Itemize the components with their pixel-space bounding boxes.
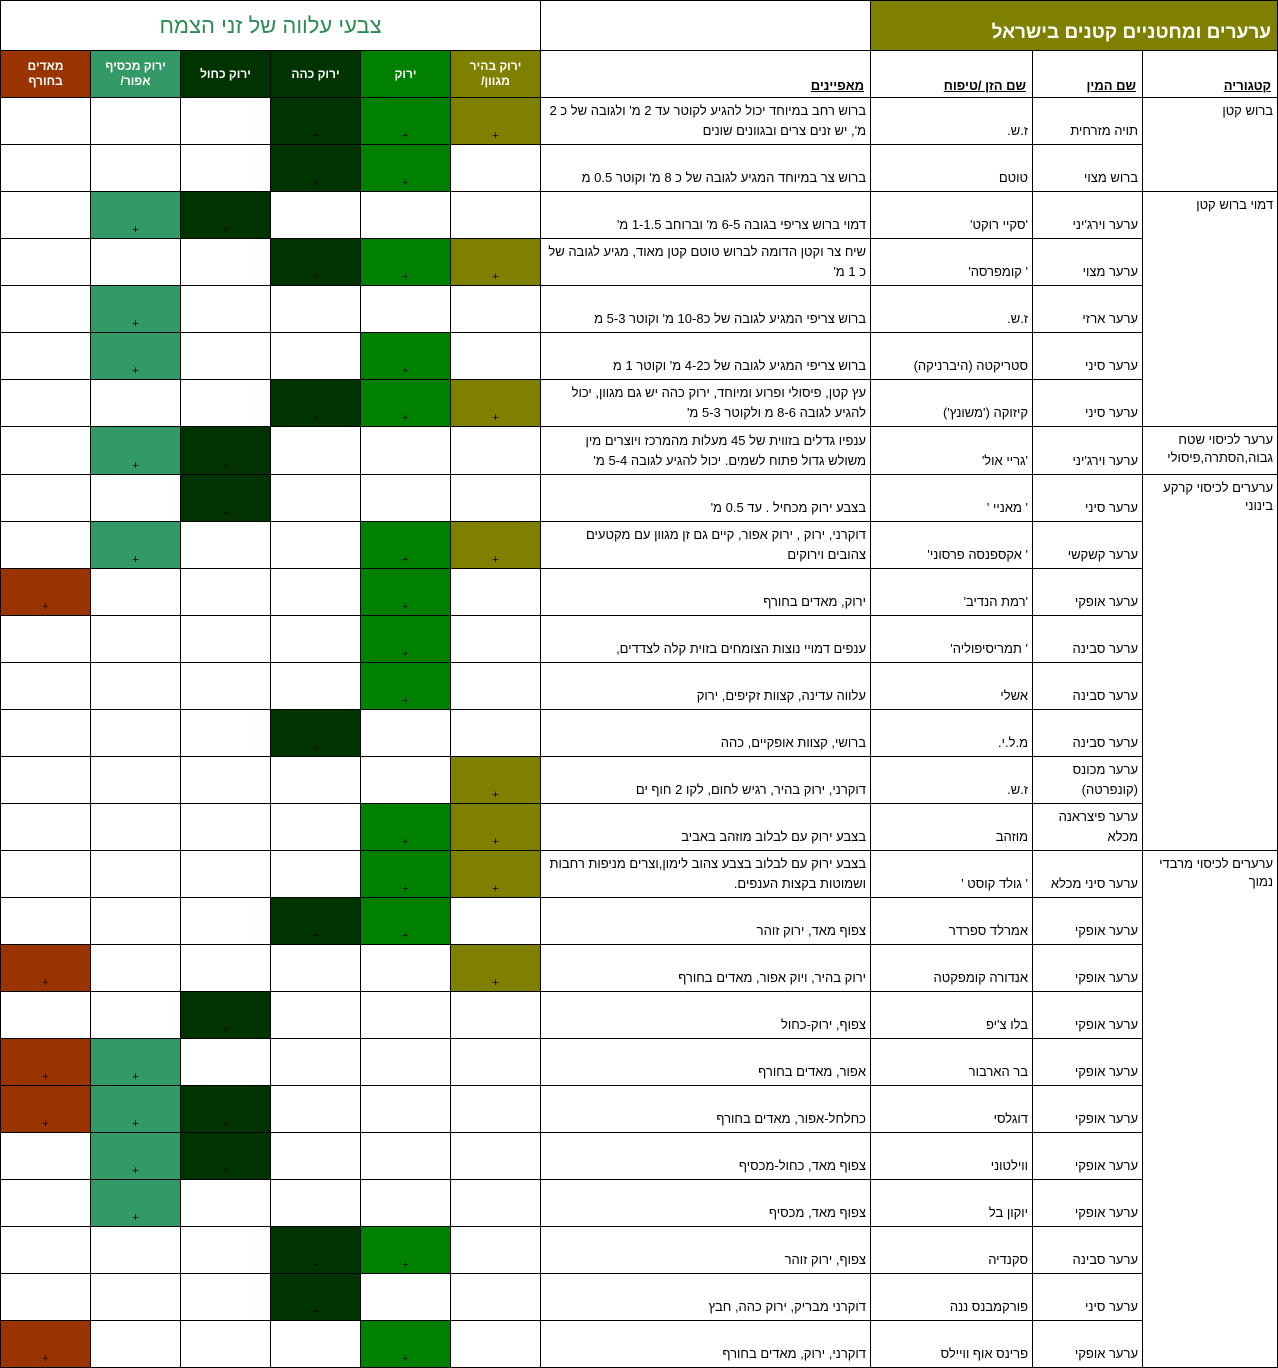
empty-mark-cell xyxy=(451,145,541,192)
empty-mark-cell xyxy=(181,98,271,145)
mark-light: + xyxy=(451,239,541,286)
header-category: קטגוריה xyxy=(1143,51,1278,98)
empty-mark-cell xyxy=(181,522,271,569)
empty-mark-cell xyxy=(91,616,181,663)
features-cell: ברושי, קצוות אופקיים, כהה xyxy=(541,710,871,757)
species-cell: ערער ארזי xyxy=(1033,286,1143,333)
features-cell: אפור, מאדים בחורף xyxy=(541,1039,871,1086)
empty-mark-cell xyxy=(1,1133,91,1180)
table-row xyxy=(1,1180,1278,1227)
empty-mark-cell xyxy=(91,239,181,286)
species-cell: ערער אופקי xyxy=(1033,1180,1143,1227)
features-cell: ברוש רחב במיוחד יכול להגיע לקוטר עד 2 מ' ולגובה של כ 2 מ', יש זנים צרים ובגוונים שונים xyxy=(541,98,871,145)
empty-mark-cell xyxy=(181,286,271,333)
empty-mark-cell xyxy=(361,1086,451,1133)
empty-mark-cell xyxy=(91,98,181,145)
empty-mark-cell xyxy=(361,710,451,757)
header-color-label: ירוק כחול xyxy=(200,66,251,81)
empty-mark-cell xyxy=(451,192,541,239)
empty-mark-cell xyxy=(451,1274,541,1321)
header-color-light xyxy=(451,51,541,98)
empty-mark-cell xyxy=(451,333,541,380)
empty-mark-cell xyxy=(361,945,451,992)
mark-red: + xyxy=(1,945,91,992)
empty-mark-cell xyxy=(91,1227,181,1274)
table-row xyxy=(1,192,1278,239)
mark-light: + xyxy=(451,945,541,992)
empty-mark-cell xyxy=(1,1274,91,1321)
empty-mark-cell xyxy=(271,616,361,663)
empty-mark-cell xyxy=(451,1321,541,1368)
mark-green: + xyxy=(361,1227,451,1274)
cultivar-cell: אשלי xyxy=(871,663,1033,710)
table-row xyxy=(1,616,1278,663)
empty-mark-cell xyxy=(1,239,91,286)
features-cell: עלווה עדינה, קצוות זקיפים, ירוק xyxy=(541,663,871,710)
empty-mark-cell xyxy=(271,757,361,804)
mark-light: + xyxy=(451,522,541,569)
species-cell: ערער אופקי xyxy=(1033,945,1143,992)
empty-mark-cell xyxy=(181,1039,271,1086)
cultivar-cell: 'סקיי רוקט' xyxy=(871,192,1033,239)
cultivar-cell: אמרלד ספרדר xyxy=(871,898,1033,945)
mark-silver: + xyxy=(91,333,181,380)
empty-mark-cell xyxy=(1,427,91,475)
header-color-green xyxy=(361,51,451,98)
empty-mark-cell xyxy=(361,1133,451,1180)
header-color-label: ירוק בהיר xyxy=(469,59,522,73)
empty-mark-cell xyxy=(361,427,451,475)
features-cell: דוקרני, ירוק , ירוק אפור, קיים גם זן מגוון עם מקטעים צהובים וירוקים xyxy=(541,522,871,569)
species-cell: ערער אופקי xyxy=(1033,992,1143,1039)
cultivar-cell: ווילטוני xyxy=(871,1133,1033,1180)
cultivar-cell: ' אקספנסה פרסוני' xyxy=(871,522,1033,569)
empty-mark-cell xyxy=(271,851,361,898)
cultivar-cell: ז.ש. xyxy=(871,757,1033,804)
table-row xyxy=(1,992,1278,1039)
empty-mark-cell xyxy=(451,992,541,1039)
empty-mark-cell xyxy=(271,522,361,569)
cultivar-cell: ז.ש. xyxy=(871,286,1033,333)
mark-green: + xyxy=(361,1321,451,1368)
table-row xyxy=(1,663,1278,710)
empty-mark-cell xyxy=(271,1321,361,1368)
empty-mark-cell xyxy=(451,663,541,710)
category-cell: דמוי ברוש קטן xyxy=(1143,192,1278,427)
features-cell: ירוק, מאדים בחורף xyxy=(541,569,871,616)
features-cell: צפוף מאד, ירוק זוהר xyxy=(541,898,871,945)
species-cell: ערער אופקי xyxy=(1033,1086,1143,1133)
empty-mark-cell xyxy=(361,192,451,239)
empty-mark-cell xyxy=(181,710,271,757)
empty-mark-cell xyxy=(181,898,271,945)
table-row xyxy=(1,898,1278,945)
empty-mark-cell xyxy=(1,616,91,663)
mark-blue: + xyxy=(181,1133,271,1180)
table-row xyxy=(1,757,1278,804)
mark-silver: + xyxy=(91,1133,181,1180)
mark-green: + xyxy=(361,522,451,569)
table-row xyxy=(1,1086,1278,1133)
empty-mark-cell xyxy=(451,710,541,757)
empty-mark-cell xyxy=(91,1321,181,1368)
table-row xyxy=(1,333,1278,380)
empty-mark-cell xyxy=(181,569,271,616)
table-row xyxy=(1,98,1278,145)
cultivar-cell: ' גולד קוסט ' xyxy=(871,851,1033,898)
header-species: שם המין xyxy=(1033,51,1143,98)
empty-mark-cell xyxy=(271,992,361,1039)
empty-mark-cell xyxy=(181,1274,271,1321)
cultivar-cell: קיזוקה ('משונץ') xyxy=(871,380,1033,427)
species-cell: ברוש מצוי xyxy=(1033,145,1143,192)
cultivar-cell: ' תמריסיפוליה' xyxy=(871,616,1033,663)
species-cell: ערער אופקי xyxy=(1033,569,1143,616)
species-cell: ערער קשקשי xyxy=(1033,522,1143,569)
empty-mark-cell xyxy=(361,1180,451,1227)
mark-dark: + xyxy=(271,239,361,286)
empty-mark-cell xyxy=(91,380,181,427)
table-row xyxy=(1,710,1278,757)
empty-mark-cell xyxy=(271,804,361,851)
mark-silver: + xyxy=(91,427,181,475)
features-cell: ברוש צריפי המגיע לגובה של כ10-8 מ' וקוטר 5-3 מ xyxy=(541,286,871,333)
empty-mark-cell xyxy=(271,569,361,616)
empty-mark-cell xyxy=(1,522,91,569)
empty-cell xyxy=(541,1,871,51)
empty-mark-cell xyxy=(91,710,181,757)
empty-mark-cell xyxy=(271,663,361,710)
species-cell: ערער סיני xyxy=(1033,1274,1143,1321)
empty-mark-cell xyxy=(451,569,541,616)
mark-silver: + xyxy=(91,1180,181,1227)
header-color-red xyxy=(1,51,91,98)
header-features: מאפיינים xyxy=(541,51,871,98)
mark-blue: + xyxy=(181,475,271,522)
category-cell: ערערים לכיסוי קרקע בינוני xyxy=(1143,475,1278,851)
empty-mark-cell xyxy=(181,380,271,427)
empty-mark-cell xyxy=(181,945,271,992)
mark-silver: + xyxy=(91,1086,181,1133)
empty-mark-cell xyxy=(1,757,91,804)
mark-red: + xyxy=(1,1321,91,1368)
empty-mark-cell xyxy=(451,1086,541,1133)
mark-red: + xyxy=(1,1086,91,1133)
table-row xyxy=(1,1274,1278,1321)
table-row xyxy=(1,427,1278,475)
empty-mark-cell xyxy=(1,192,91,239)
empty-mark-cell xyxy=(91,663,181,710)
empty-mark-cell xyxy=(181,804,271,851)
empty-mark-cell xyxy=(361,1039,451,1086)
empty-mark-cell xyxy=(1,992,91,1039)
cultivar-cell: מ.ל.י. xyxy=(871,710,1033,757)
mark-blue: + xyxy=(181,427,271,475)
species-cell: ערער מצוי xyxy=(1033,239,1143,286)
species-cell: ערער סבינה xyxy=(1033,663,1143,710)
mark-silver: + xyxy=(91,192,181,239)
empty-mark-cell xyxy=(91,992,181,1039)
empty-mark-cell xyxy=(181,333,271,380)
cultivar-cell: סקנדיה xyxy=(871,1227,1033,1274)
features-cell: ירוק בהיר, ויוק אפור, מאדים בחורף xyxy=(541,945,871,992)
header-color-label-2: /מגוון xyxy=(481,74,510,88)
features-cell: עץ קטן, פיסולי ופרוע ומיוחד, ירוק כהה יש גם מגוון, יכול להגיע לגובה 8-6 מ ולקוטר 5-3 מ' xyxy=(541,380,871,427)
mark-green: + xyxy=(361,616,451,663)
empty-mark-cell xyxy=(1,98,91,145)
empty-mark-cell xyxy=(91,1274,181,1321)
mark-silver: + xyxy=(91,522,181,569)
empty-mark-cell xyxy=(361,1274,451,1321)
features-cell: בצבע ירוק עם לבלוב מוזהב באביב xyxy=(541,804,871,851)
empty-mark-cell xyxy=(1,663,91,710)
empty-mark-cell xyxy=(1,333,91,380)
empty-mark-cell xyxy=(451,1133,541,1180)
table-body xyxy=(1,98,1278,1368)
empty-mark-cell xyxy=(1,145,91,192)
table-row xyxy=(1,286,1278,333)
features-cell: כחלחל-אפור, מאדים בחורף xyxy=(541,1086,871,1133)
species-cell: ערער סיני xyxy=(1033,333,1143,380)
header-color-label-2: /אפור xyxy=(120,74,151,88)
table-row xyxy=(1,380,1278,427)
header-color-label: ירוק מכסיף xyxy=(105,59,166,73)
empty-mark-cell xyxy=(451,1180,541,1227)
mark-light: + xyxy=(451,757,541,804)
empty-mark-cell xyxy=(361,992,451,1039)
empty-mark-cell xyxy=(1,475,91,522)
mark-red: + xyxy=(1,569,91,616)
empty-mark-cell xyxy=(1,1180,91,1227)
header-color-label: ירוק כהה xyxy=(291,66,340,81)
species-cell: ערער סיני מכלא xyxy=(1033,851,1143,898)
cultivar-cell: פורקמבנס ננה xyxy=(871,1274,1033,1321)
mark-light: + xyxy=(451,804,541,851)
cultivar-cell: סטריקטה (היברניקה) xyxy=(871,333,1033,380)
header-color-silver xyxy=(91,51,181,98)
cultivar-cell: ' קומפרסה' xyxy=(871,239,1033,286)
table-row xyxy=(1,239,1278,286)
species-cell: ערער וירג'יני xyxy=(1033,427,1143,475)
cultivar-cell: ז.ש. xyxy=(871,98,1033,145)
species-cell: ערער סבינה xyxy=(1033,616,1143,663)
species-cell: ערער סיני xyxy=(1033,380,1143,427)
empty-mark-cell xyxy=(1,898,91,945)
empty-mark-cell xyxy=(271,1133,361,1180)
empty-mark-cell xyxy=(91,475,181,522)
features-cell: ברוש צר במיוחד המגיע לגובה של כ 8 מ' וקוטר 0.5 מ xyxy=(541,145,871,192)
cultivar-cell: אנדורה קומפקטה xyxy=(871,945,1033,992)
empty-mark-cell xyxy=(1,851,91,898)
empty-mark-cell xyxy=(181,1227,271,1274)
features-cell: דמוי ברוש צריפי בגובה 6-5 מ' וברוחב 1-1.5 מ' xyxy=(541,192,871,239)
mark-green: + xyxy=(361,333,451,380)
features-cell: דוקרני, ירוק בהיר, רגיש לחום, לקו 2 חוף ים xyxy=(541,757,871,804)
empty-mark-cell xyxy=(91,804,181,851)
cultivar-cell: בלו צ'יפ xyxy=(871,992,1033,1039)
species-cell: ערער אופקי xyxy=(1033,1039,1143,1086)
empty-mark-cell xyxy=(181,851,271,898)
empty-mark-cell xyxy=(271,192,361,239)
cultivar-cell: בר הארבור xyxy=(871,1039,1033,1086)
mark-dark: + xyxy=(271,380,361,427)
header-cultivar: שם הזן /טיפוח xyxy=(871,51,1033,98)
empty-mark-cell xyxy=(451,1227,541,1274)
cultivar-cell: 'רמת הנדיב' xyxy=(871,569,1033,616)
empty-mark-cell xyxy=(271,945,361,992)
features-cell: בצבע ירוק מכחיל . עד 0.5 מ' xyxy=(541,475,871,522)
mark-green: + xyxy=(361,804,451,851)
empty-mark-cell xyxy=(361,475,451,522)
cultivar-cell: דוגלסי xyxy=(871,1086,1033,1133)
features-cell: ענפים דמויי נוצות הצומחים בזוית קלה לצדדים, xyxy=(541,616,871,663)
mark-red: + xyxy=(1,1039,91,1086)
empty-mark-cell xyxy=(181,145,271,192)
category-cell: ערערים לכיסוי מרבדי נמוך xyxy=(1143,851,1278,1368)
empty-mark-cell xyxy=(91,757,181,804)
cultivar-cell: יוקון בל xyxy=(871,1180,1033,1227)
mark-green: + xyxy=(361,239,451,286)
empty-mark-cell xyxy=(271,333,361,380)
empty-mark-cell xyxy=(361,757,451,804)
features-cell: ענפיו גדלים בזווית של 45 מעלות מהמרכז ויוצרים מין משולש גדול פתוח לשמים. יכול להגיע לגובה 5-4 מ' xyxy=(541,427,871,475)
species-cell: ערער מכונס (קונפרטה) xyxy=(1033,757,1143,804)
mark-green: + xyxy=(361,380,451,427)
empty-mark-cell xyxy=(91,898,181,945)
species-cell: ערער סיני xyxy=(1033,475,1143,522)
empty-mark-cell xyxy=(271,1180,361,1227)
category-cell: ברוש קטן xyxy=(1143,98,1278,192)
empty-mark-cell xyxy=(271,427,361,475)
empty-mark-cell xyxy=(451,616,541,663)
empty-mark-cell xyxy=(181,757,271,804)
mark-green: + xyxy=(361,569,451,616)
empty-mark-cell xyxy=(1,1227,91,1274)
mark-green: + xyxy=(361,145,451,192)
empty-mark-cell xyxy=(1,380,91,427)
table-row xyxy=(1,522,1278,569)
empty-mark-cell xyxy=(361,286,451,333)
table-row xyxy=(1,1321,1278,1368)
cultivar-cell: מוזהב xyxy=(871,804,1033,851)
table-row xyxy=(1,145,1278,192)
empty-mark-cell xyxy=(451,427,541,475)
mark-blue: + xyxy=(181,1086,271,1133)
mark-dark: + xyxy=(271,145,361,192)
features-cell: צפוף מאד, מכסיף xyxy=(541,1180,871,1227)
mark-dark: + xyxy=(271,1227,361,1274)
empty-mark-cell xyxy=(271,1086,361,1133)
page-title: ערערים ומחטניים קטנים בישראל xyxy=(871,1,1278,51)
table-row xyxy=(1,851,1278,898)
empty-mark-cell xyxy=(181,663,271,710)
empty-mark-cell xyxy=(91,945,181,992)
mark-silver: + xyxy=(91,286,181,333)
mark-light: + xyxy=(451,851,541,898)
mark-silver: + xyxy=(91,1039,181,1086)
empty-mark-cell xyxy=(271,475,361,522)
empty-mark-cell xyxy=(451,286,541,333)
mark-blue: + xyxy=(181,992,271,1039)
empty-mark-cell xyxy=(271,286,361,333)
empty-mark-cell xyxy=(271,1039,361,1086)
empty-mark-cell xyxy=(451,898,541,945)
mark-dark: + xyxy=(271,898,361,945)
table-row xyxy=(1,945,1278,992)
mark-green: + xyxy=(361,98,451,145)
mark-blue: + xyxy=(181,192,271,239)
mark-green: + xyxy=(361,851,451,898)
mark-dark: + xyxy=(271,1274,361,1321)
header-color-label: מאדים xyxy=(27,59,64,73)
table-row xyxy=(1,804,1278,851)
species-cell: ערער אופקי xyxy=(1033,898,1143,945)
table-row xyxy=(1,569,1278,616)
cultivar-cell: פרינס אוף וויילס xyxy=(871,1321,1033,1368)
empty-mark-cell xyxy=(181,1321,271,1368)
mark-green: + xyxy=(361,663,451,710)
species-cell: ערער וירג'יני xyxy=(1033,192,1143,239)
empty-mark-cell xyxy=(181,616,271,663)
empty-mark-cell xyxy=(181,239,271,286)
mark-dark: + xyxy=(271,710,361,757)
mark-green: + xyxy=(361,898,451,945)
empty-mark-cell xyxy=(91,569,181,616)
species-cell: ערער פיצראנה מכלא xyxy=(1033,804,1143,851)
mark-light: + xyxy=(451,380,541,427)
empty-mark-cell xyxy=(451,475,541,522)
features-cell: שיח צר וקטן הדומה לברוש טוטם קטן מאוד, מגיע לגובה של כ 1 מ' xyxy=(541,239,871,286)
features-cell: צפוף, ירוק-כחול xyxy=(541,992,871,1039)
empty-mark-cell xyxy=(91,145,181,192)
mark-dark: + xyxy=(271,98,361,145)
empty-mark-cell xyxy=(451,1039,541,1086)
mark-light: + xyxy=(451,98,541,145)
empty-mark-cell xyxy=(1,804,91,851)
species-cell: ערער סבינה xyxy=(1033,710,1143,757)
cultivar-cell: 'גריי אול' xyxy=(871,427,1033,475)
features-cell: דוקרני, ירוק, מאדים בחורף xyxy=(541,1321,871,1368)
species-cell: תויה מזרחית xyxy=(1033,98,1143,145)
species-cell: ערער אופקי xyxy=(1033,1321,1143,1368)
table-row xyxy=(1,1039,1278,1086)
colors-title: צבעי עלווה של זני הצמח xyxy=(1,1,541,51)
header-color-dark xyxy=(271,51,361,98)
empty-mark-cell xyxy=(181,1180,271,1227)
cultivar-cell: ' מאניי ' xyxy=(871,475,1033,522)
header-color-label-2: בחורף xyxy=(28,74,63,88)
header-color-label: ירוק xyxy=(394,66,417,81)
empty-mark-cell xyxy=(91,851,181,898)
empty-mark-cell xyxy=(1,710,91,757)
table-row xyxy=(1,1227,1278,1274)
features-cell: ברוש צריפי המגיע לגובה של כ4-2 מ' וקוטר 1 מ xyxy=(541,333,871,380)
species-cell: ערער סבינה xyxy=(1033,1227,1143,1274)
empty-mark-cell xyxy=(1,286,91,333)
cultivar-cell: טוטם xyxy=(871,145,1033,192)
header-color-blue xyxy=(181,51,271,98)
category-cell: ערער לכיסוי שטח גבוה,הסתרה,פיסולי xyxy=(1143,427,1278,475)
features-cell: צפוף, ירוק זוהר xyxy=(541,1227,871,1274)
features-cell: צפוף מאד, כחול-מכסיף xyxy=(541,1133,871,1180)
features-cell: דוקרני מבריק, ירוק כהה, חבץ xyxy=(541,1274,871,1321)
table-row xyxy=(1,475,1278,522)
table-row xyxy=(1,1133,1278,1180)
species-cell: ערער אופקי xyxy=(1033,1133,1143,1180)
features-cell: בצבע ירוק עם לבלוב בצבע צהוב לימון,וצרים מניפות רחבות ושמוטות בקצות הענפים. xyxy=(541,851,871,898)
